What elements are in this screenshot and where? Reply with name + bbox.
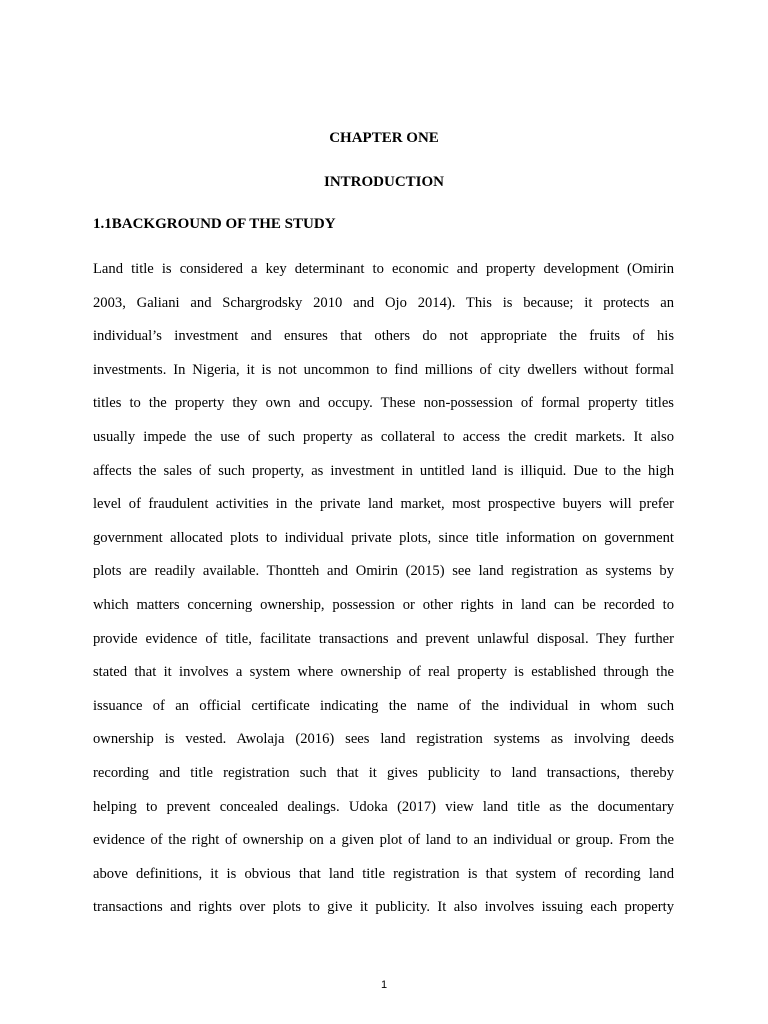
- paragraph-line: government allocated plots to individual private plots, since title information on government: [93, 529, 674, 546]
- paragraph-line: level of fraudulent activities in the private land market, most prospective buyers will prefer: [93, 496, 674, 513]
- paragraph-line: evidence of the right of ownership on a given plot of land to an individual or group. From the: [93, 832, 674, 849]
- section-heading: 1.1BACKGROUND OF THE STUDY: [93, 216, 336, 232]
- paragraph-line: provide evidence of title, facilitate transactions and prevent unlawful disposal. They further: [93, 630, 674, 647]
- paragraph-line: issuance of an official certificate indicating the name of the individual in whom such: [93, 697, 674, 714]
- paragraph-line: usually impede the use of such property as collateral to access the credit markets. It also: [93, 428, 674, 445]
- paragraph-line: ownership is vested. Awolaja (2016) sees land registration systems as involving deeds: [93, 731, 674, 748]
- body-paragraph: [93, 258, 674, 930]
- paragraph-line: affects the sales of such property, as investment in untitled land is illiquid. Due to the high: [93, 462, 674, 479]
- paragraph-line: investments. In Nigeria, it is not uncommon to find millions of city dwellers without formal: [93, 361, 674, 378]
- paragraph-line: 2003, Galiani and Schargrodsky 2010 and Ojo 2014). This is because; it protects an: [93, 294, 674, 311]
- paragraph-line: helping to prevent concealed dealings. Udoka (2017) view land title as the documentary: [93, 798, 674, 815]
- paragraph-line: stated that it involves a system where ownership of real property is established through the: [93, 664, 674, 681]
- paragraph-line: individual’s investment and ensures that others do not appropriate the fruits of his: [93, 328, 674, 345]
- paragraph-line: which matters concerning ownership, possession or other rights in land can be recorded to: [93, 596, 674, 613]
- paragraph-line: Land title is considered a key determinant to economic and property development (Omirin: [93, 261, 674, 277]
- paragraph-line: above definitions, it is obvious that land title registration is that system of recording land: [93, 865, 674, 882]
- chapter-subtitle: INTRODUCTION: [323, 174, 444, 190]
- chapter-title: CHAPTER ONE: [329, 130, 439, 146]
- page-number: 1: [380, 979, 388, 991]
- paragraph-line: transactions and rights over plots to give it publicity. It also involves issuing each property: [93, 899, 674, 916]
- paragraph-line: plots are readily available. Thontteh and Omirin (2015) see land registration as systems by: [93, 563, 674, 580]
- paragraph-line: recording and title registration such that it gives publicity to land transactions, thereby: [93, 764, 674, 781]
- paragraph-line: titles to the property they own and occupy. These non-possession of formal property titles: [93, 395, 674, 412]
